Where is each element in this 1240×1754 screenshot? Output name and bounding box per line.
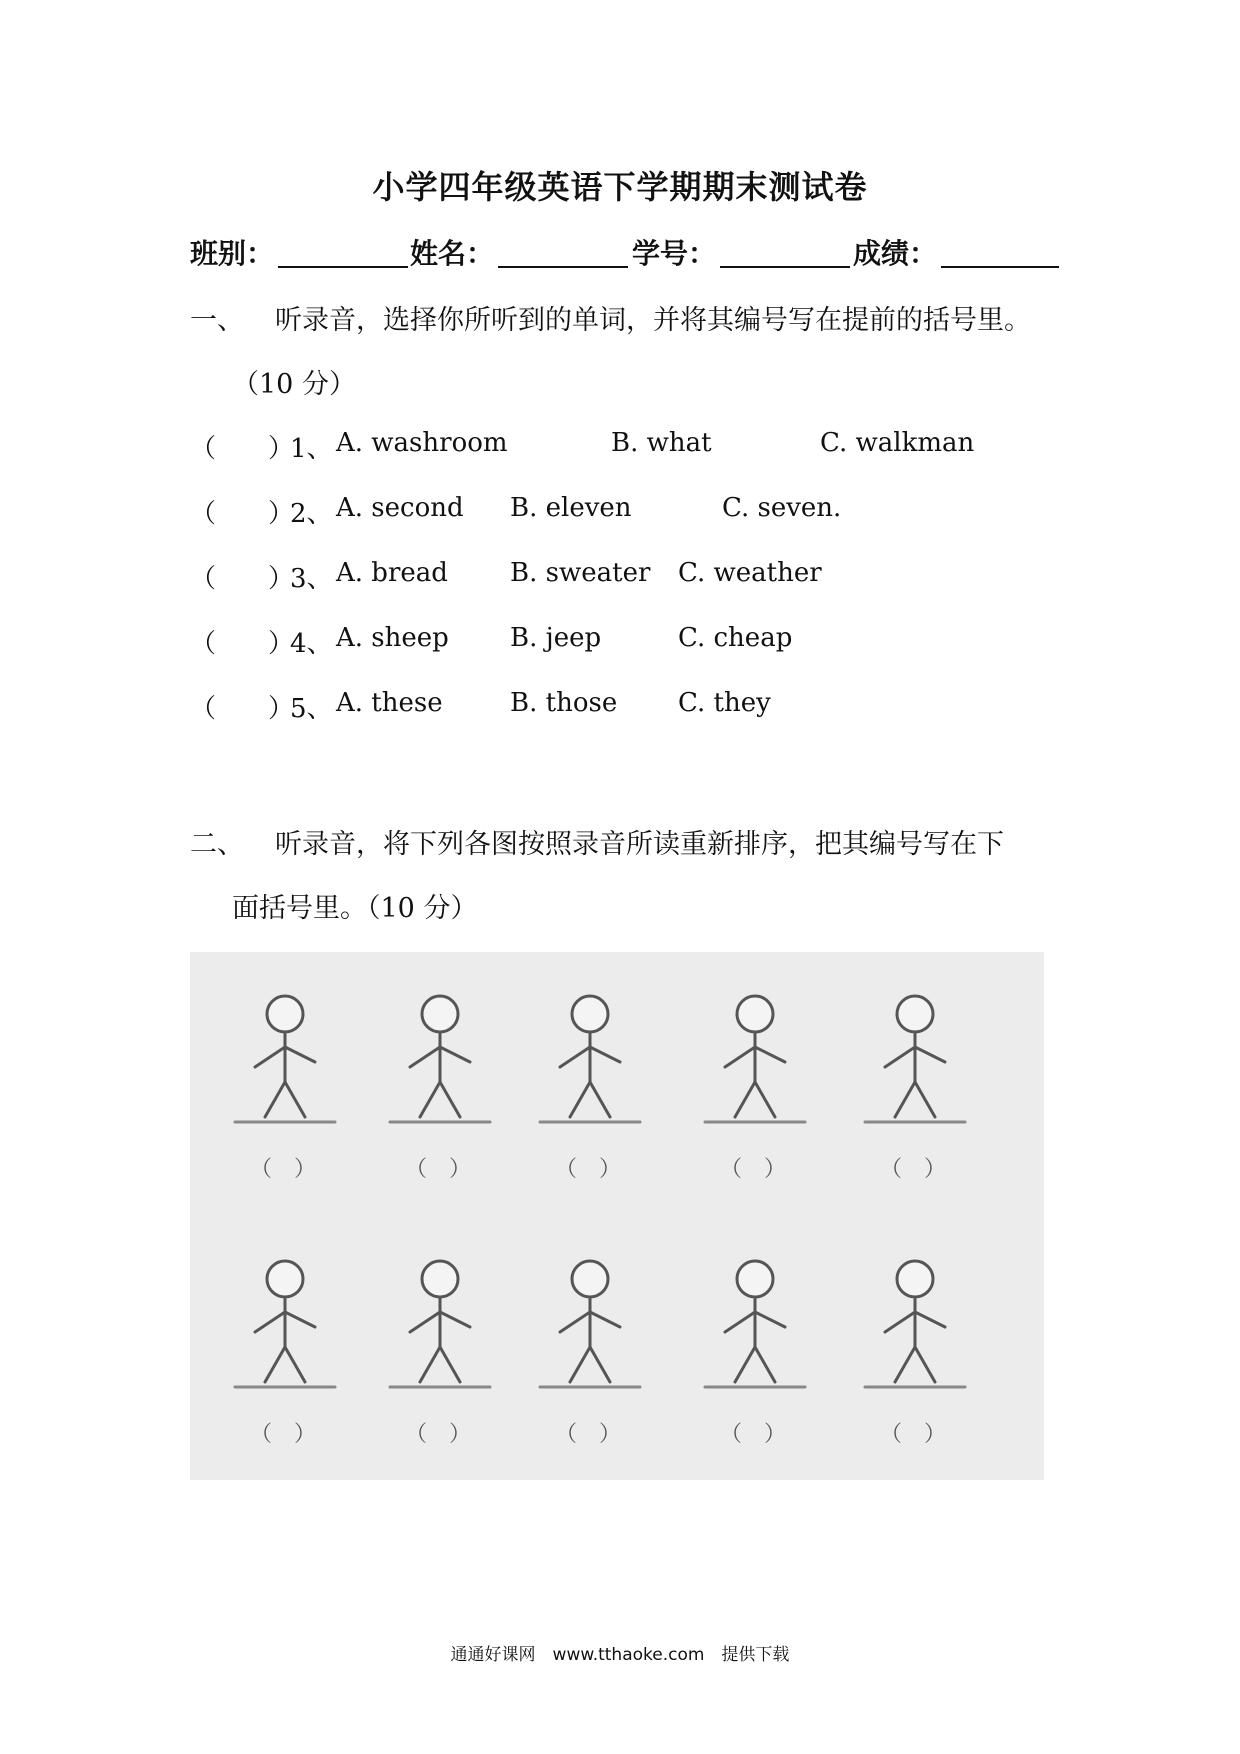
answer-bracket[interactable]: （ ） bbox=[190, 694, 295, 724]
answer-bracket[interactable]: （ ） bbox=[190, 499, 295, 529]
option-c: C. they bbox=[678, 688, 771, 718]
cow-milking-icon bbox=[220, 1247, 350, 1397]
kids-at-window-icon bbox=[690, 982, 820, 1132]
girl-in-garden-icon bbox=[850, 1247, 980, 1397]
score-field[interactable] bbox=[941, 266, 1059, 268]
question-number: 4、 bbox=[290, 629, 333, 659]
picture-answer-bracket[interactable]: （ ） bbox=[880, 1157, 947, 1182]
section1-number: 一、 bbox=[190, 305, 244, 336]
option-b: B. those bbox=[510, 688, 618, 718]
girl-eating-icon bbox=[375, 982, 505, 1132]
picture-answer-bracket[interactable]: （ ） bbox=[880, 1422, 947, 1447]
section2-instruction-cont: 面括号里。（10 分） bbox=[232, 893, 478, 924]
footer-credit: 通通好课网 www.tthaoke.com 提供下载 bbox=[450, 1645, 790, 1665]
boy-dancing-icon bbox=[690, 1247, 820, 1397]
number-label: 学号： bbox=[632, 237, 717, 270]
class-label: 班别： bbox=[190, 237, 275, 270]
option-c: C. seven. bbox=[722, 493, 842, 523]
watering-plants-icon bbox=[220, 982, 350, 1132]
name-field[interactable] bbox=[498, 266, 628, 268]
option-a: A. second bbox=[336, 493, 464, 523]
option-b: B. what bbox=[611, 428, 712, 458]
picture-answer-bracket[interactable]: （ ） bbox=[405, 1157, 472, 1182]
two-kids-walking-icon bbox=[525, 982, 655, 1132]
question-number: 1、 bbox=[290, 434, 333, 464]
option-b: B. eleven bbox=[510, 493, 632, 523]
option-a: A. washroom bbox=[336, 428, 508, 458]
picture-answer-bracket[interactable]: （ ） bbox=[250, 1422, 317, 1447]
number-field[interactable] bbox=[720, 266, 850, 268]
option-c: C. cheap bbox=[678, 623, 793, 653]
option-b: B. sweater bbox=[510, 558, 651, 588]
picture-answer-bracket[interactable]: （ ） bbox=[555, 1157, 622, 1182]
option-a: A. sheep bbox=[336, 623, 449, 653]
picture-answer-bracket[interactable]: （ ） bbox=[720, 1422, 787, 1447]
picture-answer-bracket[interactable]: （ ） bbox=[555, 1422, 622, 1447]
umbrella-rain-icon bbox=[525, 1247, 655, 1397]
question-number: 3、 bbox=[290, 564, 333, 594]
option-a: A. bread bbox=[336, 558, 448, 588]
answer-bracket[interactable]: （ ） bbox=[190, 434, 295, 464]
picture-answer-bracket[interactable]: （ ） bbox=[720, 1157, 787, 1182]
answer-bracket[interactable]: （ ） bbox=[190, 564, 295, 594]
picture-answer-bracket[interactable]: （ ） bbox=[405, 1422, 472, 1447]
picture-panel bbox=[190, 952, 1044, 1480]
question-number: 2、 bbox=[290, 499, 333, 529]
name-label: 姓名： bbox=[410, 237, 495, 270]
section2-number: 二、 bbox=[190, 829, 244, 860]
girl-smiling-icon bbox=[850, 982, 980, 1132]
section1-points: （10 分） bbox=[232, 369, 356, 400]
class-field[interactable] bbox=[278, 266, 408, 268]
option-a: A. these bbox=[336, 688, 443, 718]
question-number: 5、 bbox=[290, 694, 333, 724]
option-c: C. weather bbox=[678, 558, 822, 588]
score-label: 成绩： bbox=[853, 237, 938, 270]
section2-instruction: 听录音，将下列各图按照录音所读重新排序，把其编号写在下 bbox=[275, 829, 1004, 860]
option-c: C. walkman bbox=[820, 428, 975, 458]
section1-instruction: 听录音，选择你所听到的单词，并将其编号写在提前的括号里。 bbox=[275, 305, 1031, 336]
answer-bracket[interactable]: （ ） bbox=[190, 629, 295, 659]
page-title: 小学四年级英语下学期期末测试卷 bbox=[372, 168, 868, 206]
option-b: B. jeep bbox=[510, 623, 602, 653]
boy-football-icon bbox=[375, 1247, 505, 1397]
picture-answer-bracket[interactable]: （ ） bbox=[250, 1157, 317, 1182]
